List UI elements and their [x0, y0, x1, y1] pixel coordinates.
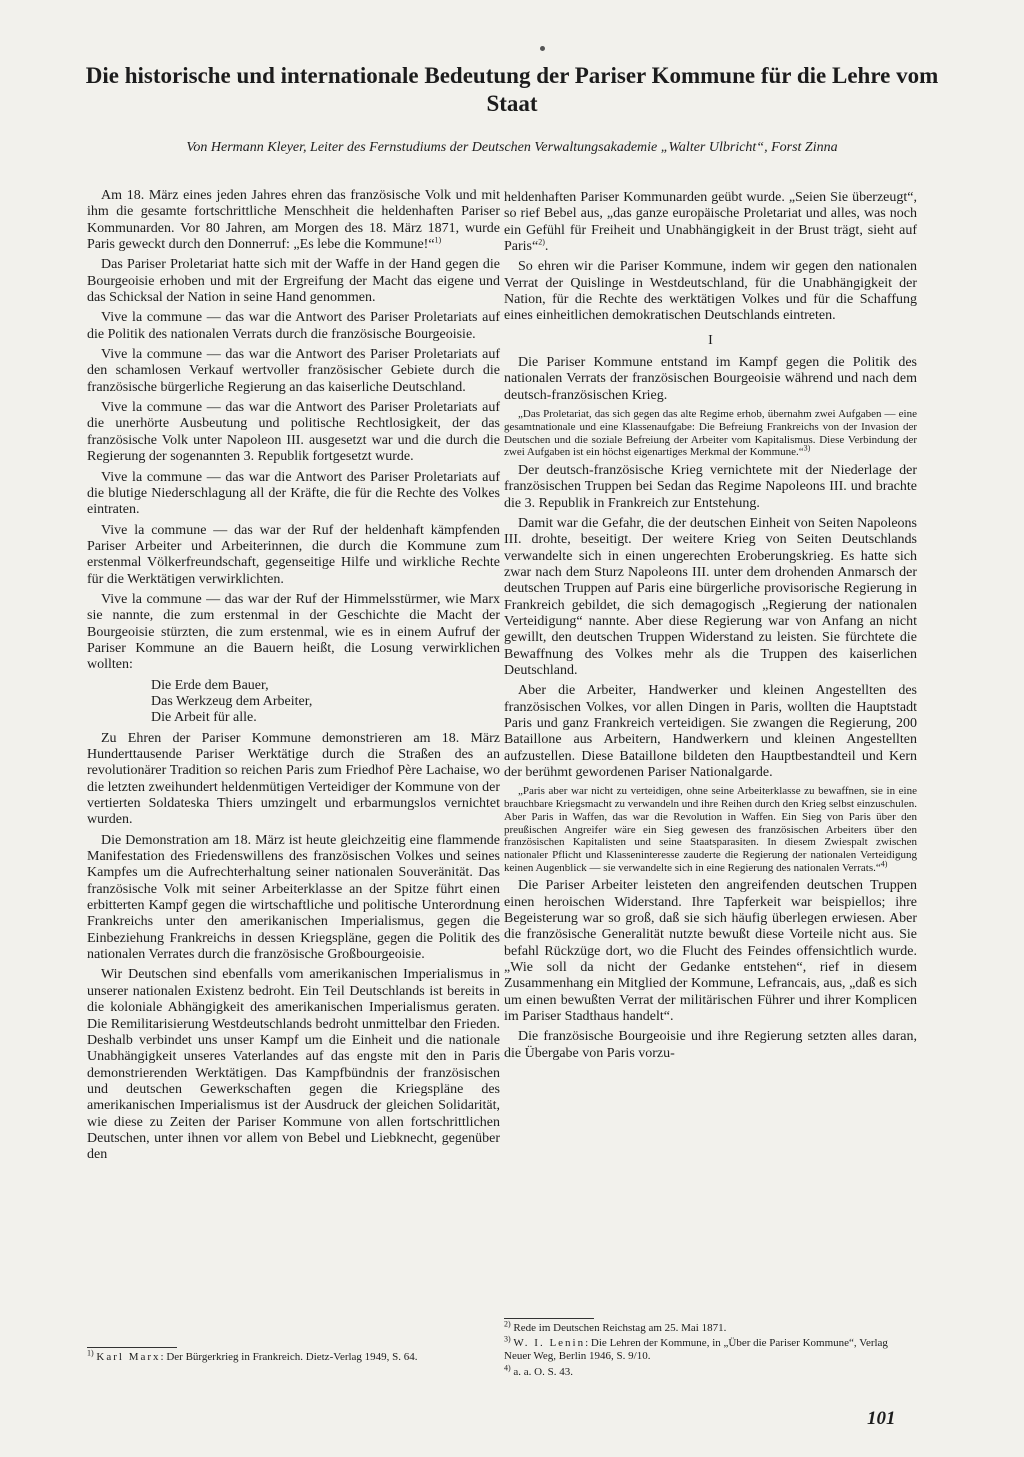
- paragraph: Vive la commune — das war die Antwort des Pariser Proletariats auf die blutige Niederschlagung all der Kräfte, die für die Rechte des Volkes eintraten.: [87, 469, 500, 518]
- footnote-ref: 2): [538, 237, 545, 247]
- quote-text: „Paris aber war nicht zu verteidigen, ohne seine Arbeiterklasse zu bewaffnen, sie in eine brauchbare Kriegsmacht zu verwandeln und ihre Reihen durch den Krieg selbst einzuschulen. Aber Paris in Waffen, das war die Revolution in Waffen. Ein Sieg von Paris über den preußischen Angreifer wäre ein Sieg gewesen des französischen Arbeiters über den französischen Kapitalisten und seine Staatsparasiten. In diesem Zwiespalt zwischen nationaler Pflicht und Klasseninteresse zauderte die Regierung der nationalen Verteidigung keinen Augenblick — sie verwandelte sich in eine Regierung des nationalen Verrats.“: [504, 785, 917, 874]
- footnote-ref: 3): [803, 443, 811, 453]
- paragraph: Vive la commune — das war der Ruf der heldenhaft kämpfenden Pariser Arbeiter und Arbeiterinnen, die durch die Kommune zum erstenmal Völkerfreundschaft, gegenseitige Hilfe und wirkliche Rechte für die Werktätigen verwirklichten.: [87, 522, 500, 587]
- footnote-author: Karl Marx: [96, 1351, 161, 1363]
- paragraph-text: .: [544, 239, 549, 255]
- footnote-text: Rede im Deutschen Reichstag am 25. Mai 1871.: [513, 1322, 727, 1334]
- paragraph: Zu Ehren der Pariser Kommune demonstrieren am 18. März Hunderttausende Pariser Werktätige durch die Straßen des an revolutionärer Tradition so reichen Paris zum Friedhof Père Lachaise, wo die letzten zweihundert heldenmütigen Verteidiger der Kommune von der vertierten Soldateska Thiers umzingelt und erbarmungslos vernichtet wurden.: [87, 730, 500, 828]
- paragraph: So ehren wir die Pariser Kommune, indem wir gegen den nationalen Verrat der Quislinge in Westdeutschland, für die Unabhängigkeit der Nation, für die Rechte des werktätigen Volkes und für die Schaffung eines einheitlichen demokratischen Deutschlands eintreten.: [504, 259, 917, 324]
- page-number: 101: [867, 1408, 896, 1429]
- footnote-3: [504, 1334, 917, 1363]
- verse-line: Die Erde dem Bauer,: [151, 677, 269, 693]
- paragraph: Die Pariser Arbeiter leisteten den angreifenden deutschen Truppen einen heroischen Widerstand. Ihre Tapferkeit war beispiellos; ihre Begeisterung war so groß, daß sie sich häufig überlegen erwiesen. Aber die französische Generalität nutzte bewußt diese Vorteile nicht aus. Sie befahl Rückzüge dort, wo die Flucht des Feindes offensichtlich wurde. „Wie soll da nicht der Gedanke entstehen“, rief in diesem Zusammenhang ein Mitglied der Kommune, Lefrancais, aus, „daß es sich um einen bewußten Verrat der militärischen Führer und ihrer Komplicen im Pariser Stadthaus handelt“.: [504, 878, 917, 1025]
- footnote-ref: 1): [434, 235, 442, 245]
- paragraph: Aber die Arbeiter, Handwerker und kleinen Angestellten des französischen Volkes, vor allen Dingen in Paris, wollten die Hauptstadt Paris und ganz Frankreich verteidigen. Sie zwangen die Regierung, 200 Bataillone aus Arbeitern, Handwerkern und kleinen Angestellten aufzustellen. Diese Bataillone bildeten den Hauptbestandteil und Kern der berühmt gewordenen Pariser Nationalgarde.: [504, 683, 917, 781]
- paragraph: Wir Deutschen sind ebenfalls vom amerikanischen Imperialismus in unserer nationalen Existenz bedroht. Ein Teil Deutschlands ist bereits in die koloniale Abhängigkeit des amerikanischen Imperialismus geraten. Die Remilitarisierung Westdeutschlands bedroht unmittelbar den Frieden. Deshalb verbindet uns unser Kampf um die Einheit und die nationale Unabhängigkeit unseres Vaterlandes auf das engste mit den in Paris demonstrierenden Werktätigen. Das Kampfbündnis der französischen und deutschen Gewerkschaften gegen die Kriegspläne des amerikanischen Imperialismus ist der Ausdruck der gleichen Solidarität, wie diese zu Zeiten der Pariser Kommune von allen fortschrittlichen Deutschen, unter ihnen vor allem von Bebel und Liebknecht, gegenüber den: [87, 967, 500, 1163]
- paragraph: Vive la commune — das war der Ruf der Himmelsstürmer, wie Marx sie nannte, die zum erstenmal in der Geschichte die Macht der Bourgeoisie stürzten, die zum erstenmal, wie es in einem Aufruf der Pariser Kommune an die Bauern heißt, die Losung verwirklichen wollten:: [87, 591, 500, 673]
- paragraph: Die Demonstration am 18. März ist heute gleichzeitig eine flammende Manifestation des Friedenswillens des französischen Volkes und seines Kampfes um die Aufrechterhaltung seiner nationalen Souveränität. Das französische Volk mit seiner Arbeiterklasse an der Spitze führt einen erbitterten Kampf gegen die wirtschaftliche und politische Unterordnung Frankreichs unter den amerikanischen Imperialismus, gegen die Einbeziehung Frankreichs in dessen Kriegspläne, gegen die Politik des nationalen Verrates durch die französische Großbourgeoisie.: [87, 832, 500, 963]
- ornament-dot: [540, 46, 545, 51]
- paragraph: [504, 190, 917, 255]
- verse-line: Die Arbeit für alle.: [151, 710, 257, 726]
- paragraph-text: heldenhaften Pariser Kommunarden geübt wurde. „Seien Sie überzeugt“, so rief Bebel aus, „das ganze europäische Proletariat und alles, was noch ein Gefühl für Freiheit und Unabhängigkeit in der Brust trägt, sieht auf Paris“: [504, 190, 917, 255]
- paragraph: Die Pariser Kommune entstand im Kampf gegen die Politik des nationalen Verrats der französischen Bourgeoisie während und nach dem deutsch-französischen Krieg.: [504, 355, 917, 403]
- paragraph: Damit war die Gefahr, die der deutschen Einheit von Seiten Napoleons III. drohte, beseitigt. Der weitere Krieg von Seiten Deutschlands verwandelte sich in einen ungerechten Eroberungskrieg. Es hatte sich zwar nach dem Sturz Napoleons III. unter dem drohenden Anmarsch der deutschen Truppen auf Paris eine bürgerliche provisorische Regierung in Frankreich gebildet, die sich demagogisch „Regierung der nationalen Verteidigung“ nannte. Aber diese Regierung war von Anfang an nicht gewillt, den deutschen Truppen Widerstand zu leisten. Sie fürchtete die Bewaffnung des Volkes mehr als die Truppen des kaiserlichen Deutschland.: [504, 515, 917, 679]
- footnote-number: 4): [504, 1363, 511, 1373]
- footnote-divider: [504, 1318, 594, 1319]
- footnote-text: a. a. O. S. 43.: [513, 1366, 573, 1378]
- paragraph: [87, 188, 500, 253]
- block-quote: [504, 408, 917, 459]
- article-byline: Von Hermann Kleyer, Leiter des Fernstudiums der Deutschen Verwaltungsakademie „Walter Ulbricht“, Forst Zinna: [186, 140, 838, 155]
- footnote-number: 1): [87, 1348, 94, 1358]
- quote-text: „Das Proletariat, das sich gegen das alte Regime erhob, übernahm zwei Aufgaben — eine gesamtnationale und eine Klassenaufgabe: Die Befreiung Frankreichs von der Invasion der Deutschen und die soziale Befreiung der Arbeiter vom Kapitalismus. Diese Verbindung der zwei Aufgaben ist ein höchst eigenartiges Merkmal der Kommune.“: [504, 408, 917, 459]
- paragraph: Der deutsch-französische Krieg vernichtete mit der Niederlage der französischen Truppen bei Sedan das Regime Napoleons III. und brachte die 3. Republik in Frankreich zur Entstehung.: [504, 462, 917, 511]
- article-title: Die historische und internationale Bedeutung der Pariser Kommune für die Lehre vom Staat: [85, 63, 939, 116]
- footnote-text: : Der Bürgerkrieg in Frankreich. Dietz-Verlag 1949, S. 64.: [160, 1351, 418, 1363]
- footnote-ref: 4): [880, 859, 888, 869]
- section-number: I: [708, 332, 713, 348]
- block-quote: [504, 785, 917, 874]
- left-column: [87, 188, 500, 1168]
- footnote-4: [504, 1363, 917, 1379]
- footnote-number: 3): [504, 1334, 511, 1344]
- paragraph: Die französische Bourgeoisie und ihre Regierung setzten alles daran, die Übergabe von Paris vorzu-: [504, 1029, 917, 1061]
- footnote-author: W. I. Lenin: [513, 1337, 586, 1349]
- footnote-1: [87, 1348, 500, 1364]
- right-column: [504, 190, 917, 1066]
- footnote-text: : Die Lehren der Kommune, in „Über die Pariser Kommune“, Verlag Neuer Weg, Berlin 1946, S. 9/10.: [504, 1337, 888, 1363]
- paragraph: Vive la commune — das war die Antwort des Pariser Proletariats auf die unerhörte Ausbeutung und politische Rechtlosigkeit, der das französische Volk unter Napoleon III. ausgesetzt war und die durch die Regierung der sogenannten 3. Republik fortgesetzt wurde.: [87, 400, 500, 465]
- paragraph-text: Am 18. März eines jeden Jahres ehren das französische Volk und mit ihm die gesamte fortschrittliche Menschheit die heldenhaften Pariser Kommunarden. Vor 80 Jahren, am Morgen des 18. März 1871, wurde Paris geweckt durch den Donnerruf: „Es lebe die Kommune!“: [87, 188, 500, 253]
- footnote-number: 2): [504, 1319, 511, 1329]
- slogan-verse: [151, 678, 500, 727]
- footnote-divider: [87, 1347, 177, 1348]
- footnote-2: [504, 1319, 917, 1335]
- verse-line: Das Werkzeug dem Arbeiter,: [151, 693, 313, 709]
- paragraph: Vive la commune — das war die Antwort des Pariser Proletariats auf die Politik des nationalen Verrats durch die französische Bourgeoisie.: [87, 310, 500, 342]
- paragraph: Das Pariser Proletariat hatte sich mit der Waffe in der Hand gegen die Bourgeoisie erhoben und mit der Ergreifung der Macht das eigene und das Schicksal der Nation in seine Hand genommen.: [87, 257, 500, 306]
- paragraph: Vive la commune — das war die Antwort des Pariser Proletariats auf den schamlosen Verkauf wertvoller französischer Gebiete durch die französische bürgerliche Regierung an das kaiserliche Deutschland.: [87, 347, 500, 395]
